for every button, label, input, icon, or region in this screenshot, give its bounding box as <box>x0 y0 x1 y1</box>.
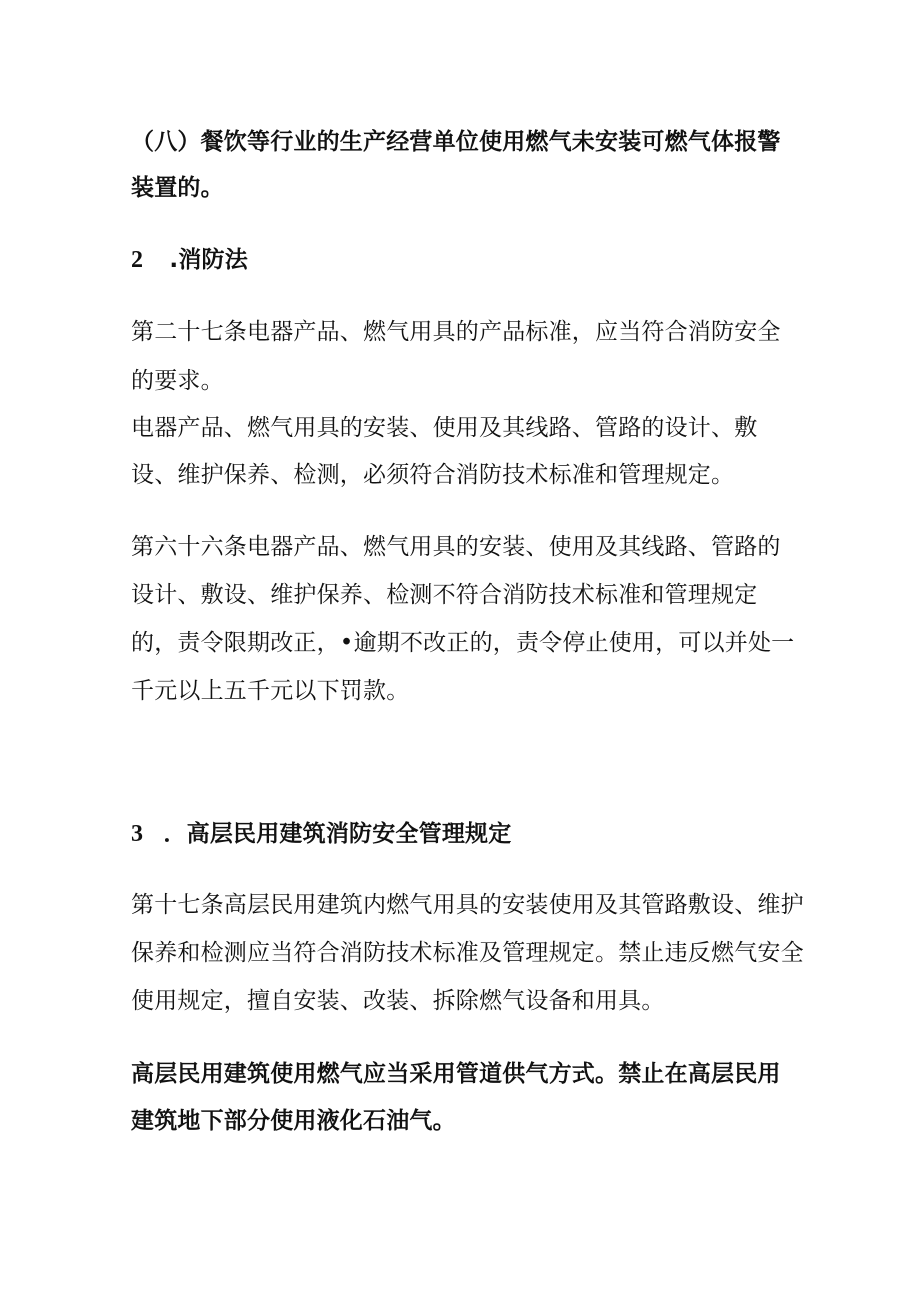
article-66-line-2: 设计、敷设、维护保养、检测不符合消防技术标准和管理规定 <box>131 582 758 608</box>
article-66-line-1: 第六十六条电器产品、燃气用具的安装、使用及其线路、管路的 <box>131 534 781 560</box>
article-66-line-3: 的，责令限期改正，•逾期不改正的，责令停止使用，可以并处一 <box>131 630 795 656</box>
section-3-heading <box>131 820 511 848</box>
item-8-line-1: （八）餐饮等行业的生产经营单位使用燃气未安装可燃气体报警 <box>131 129 781 155</box>
article-27-line-1: 第二十七条电器产品、燃气用具的产品标准，应当符合消防安全 <box>131 319 781 345</box>
bold-paragraph-line-2: 建筑地下部分使用液化石油气。 <box>131 1108 456 1134</box>
article-27-line-2: 的要求。 <box>131 368 224 394</box>
item-8-line-2: 装置的。 <box>131 175 224 201</box>
section-3-number: 3 <box>131 821 144 847</box>
article-17-line-1: 第十七条高层民用建筑内燃气用具的安装使用及其管路敷设、维护 <box>131 892 804 918</box>
article-27-p2-line-2: 设、维护保养、检测，必须符合消防技术标准和管理规定。 <box>131 462 735 488</box>
section-3-title: ．高层民用建筑消防安全管理规定 <box>163 821 512 847</box>
bold-paragraph-line-1: 高层民用建筑使用燃气应当采用管道供气方式。禁止在高层民用 <box>131 1061 781 1087</box>
section-2-heading <box>131 246 248 274</box>
article-17-line-3: 使用规定，擅自安装、改装、拆除燃气设备和用具。 <box>131 988 665 1014</box>
section-2-title: .消防法 <box>169 247 248 273</box>
section-2-number: 2 <box>131 247 144 273</box>
article-66-line-4: 千元以上五千元以下罚款。 <box>131 678 410 704</box>
article-27-p2-line-1: 电器产品、燃气用具的安装、使用及其线路、管路的设计、敷 <box>131 415 758 441</box>
article-17-line-2: 保养和检测应当符合消防技术标准及管理规定。禁止违反燃气安全 <box>131 940 804 966</box>
